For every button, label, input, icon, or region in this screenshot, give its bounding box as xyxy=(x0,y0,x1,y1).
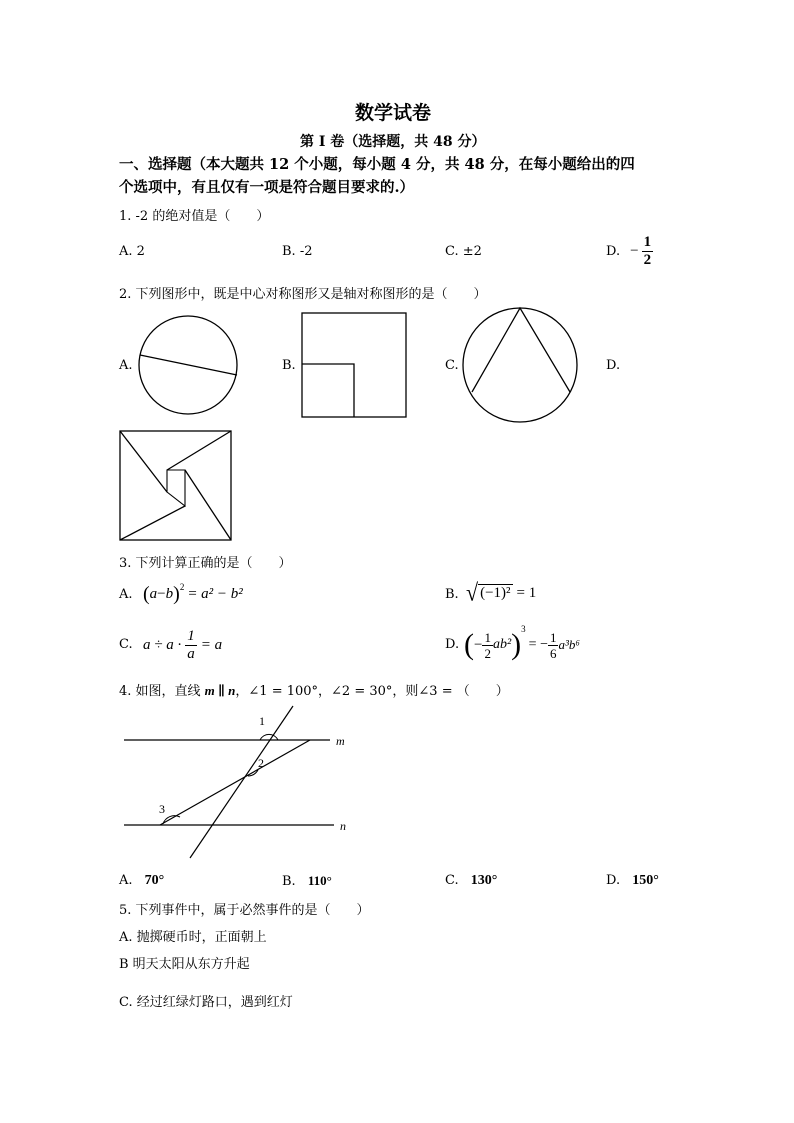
angle-1-arc xyxy=(260,734,278,740)
q3-option-a-rhs: = a² − b² xyxy=(187,585,243,602)
q4-option-a-label: A. xyxy=(119,873,133,888)
q3-option-c-rhs: = a xyxy=(200,636,223,653)
q2-figure-b xyxy=(301,312,407,418)
q2-option-d: D. xyxy=(606,358,621,373)
q4-option-c xyxy=(445,873,497,889)
equals-minus: = − xyxy=(528,637,548,652)
line-label-n: n xyxy=(340,819,346,833)
exponent: 3 xyxy=(521,624,526,634)
line-label-m: m xyxy=(336,734,345,748)
angle-label-2: 2 xyxy=(258,756,264,770)
minus-sign: − xyxy=(157,585,166,602)
denominator: 2 xyxy=(484,645,491,661)
transversal-line xyxy=(190,706,293,858)
angle-label-3: 3 xyxy=(159,802,165,816)
chord-line xyxy=(140,355,237,375)
q4-stem-prefix: 4. 如图，直线 xyxy=(119,684,205,699)
q4-option-b-value: 110° xyxy=(307,873,332,888)
monomial: ab² xyxy=(492,637,512,652)
q4-option-c-value: 130° xyxy=(470,873,498,888)
section-heading-line1: 一、选择题（本大题共 12 个小题，每小题 4 分，共 48 分，在每小题给出的四 xyxy=(119,156,635,173)
inner-square-shape xyxy=(302,364,354,417)
minus-sign: − xyxy=(474,636,483,653)
q1-option-d-sign: − xyxy=(630,242,639,259)
q4-stem xyxy=(119,680,509,699)
inner-square-shape xyxy=(167,470,185,506)
q1-option-a: A. 2 xyxy=(119,244,145,259)
q5-option-c: C. 经过红绿灯路口，遇到红灯 xyxy=(119,995,293,1010)
q4-option-b xyxy=(282,873,332,889)
open-paren: ( xyxy=(464,628,474,661)
q1-option-d xyxy=(606,232,653,270)
open-paren: ( xyxy=(143,582,150,605)
q2-figure-a xyxy=(137,315,241,415)
q3-option-c-denominator: a xyxy=(187,645,195,662)
outer-square-shape xyxy=(120,431,231,540)
q4-figure xyxy=(118,700,358,862)
close-paren: ) xyxy=(511,628,522,661)
q4-option-a-value: 70° xyxy=(144,873,165,888)
var-b: b xyxy=(165,585,174,602)
q3-option-c-lhs: a ÷ a · xyxy=(143,636,182,653)
pinwheel-line xyxy=(120,506,185,540)
q3-option-b-rhs: = 1 xyxy=(516,584,537,601)
q2-figure-c xyxy=(462,306,580,424)
q4-option-a xyxy=(119,873,164,889)
part-heading: 第 I 卷（选择题，共 48 分） xyxy=(300,134,486,150)
angle-label-1: 1 xyxy=(259,714,265,728)
angle-3-arc xyxy=(163,816,180,824)
q2-stem: 2. 下列图形中，既是中心对称图形又是轴对称图形的是（ ） xyxy=(119,287,487,302)
q5-stem: 5. 下列事件中，属于必然事件的是（ ） xyxy=(119,903,370,918)
pinwheel-line xyxy=(167,431,231,470)
q2-option-c: C. xyxy=(445,358,459,373)
numerator: 1 xyxy=(484,629,491,645)
q4-option-c-label: C. xyxy=(445,873,459,888)
q3-option-b-expression xyxy=(466,580,536,606)
oblique-line xyxy=(160,740,310,825)
q2-option-a: A. xyxy=(119,358,133,373)
q4-option-d xyxy=(606,873,659,889)
q3-stem: 3. 下列计算正确的是（ ） xyxy=(119,556,292,571)
q3-option-d-expression xyxy=(464,622,580,668)
q5-option-a: A. 抛掷硬币时，正面朝上 xyxy=(119,930,267,945)
q3-option-a-label: A. xyxy=(119,587,133,602)
q1-option-c: C. ±2 xyxy=(445,244,482,259)
result-monomial: a³b⁶ xyxy=(558,637,580,652)
q2-figure-d xyxy=(119,430,233,542)
q3-option-c-numerator: 1 xyxy=(187,627,195,644)
pinwheel-line xyxy=(120,431,167,492)
q1-option-d-numerator: 1 xyxy=(643,233,652,250)
sqrt-icon: √ xyxy=(466,578,479,607)
q4-option-d-label: D. xyxy=(606,873,621,888)
q3-option-c-expression xyxy=(143,622,222,668)
q1-option-d-denominator: 2 xyxy=(643,251,652,268)
circle-shape xyxy=(463,308,577,422)
q3-option-b-label: B. xyxy=(445,587,459,602)
q4-option-d-value: 150° xyxy=(632,873,659,888)
q4-stem-rest: ，∠1 = 100°，∠2 = 30°，则∠3 = （ ） xyxy=(235,684,509,699)
radicand: (−1)² xyxy=(480,585,511,601)
denominator: 6 xyxy=(549,645,557,661)
var-a: a xyxy=(149,585,158,602)
q5-option-b: B 明天太阳从东方升起 xyxy=(119,957,250,972)
q3-option-a-expression: ( a − b ) $^2$ = a² − b² xyxy=(143,582,243,605)
page-title: 数学试卷 xyxy=(355,102,432,124)
section-heading-line2: 个选项中，有且仅有一项是符合题目要求的.） xyxy=(119,179,415,196)
close-paren: ) xyxy=(173,582,180,605)
q1-stem: 1. -2 的绝对值是（ ） xyxy=(119,209,270,224)
q1-option-b: B. -2 xyxy=(282,244,313,259)
q4-stem-parallel: m ∥ n xyxy=(204,683,236,698)
q2-option-b: B. xyxy=(282,358,296,373)
pinwheel-line xyxy=(185,470,231,540)
q3-option-c-label: C. xyxy=(119,637,133,652)
numerator: 1 xyxy=(549,629,557,645)
q4-option-b-label: B. xyxy=(282,874,296,889)
q3-option-d-label: D. xyxy=(445,637,460,652)
q1-option-d-label: D. xyxy=(606,243,621,259)
